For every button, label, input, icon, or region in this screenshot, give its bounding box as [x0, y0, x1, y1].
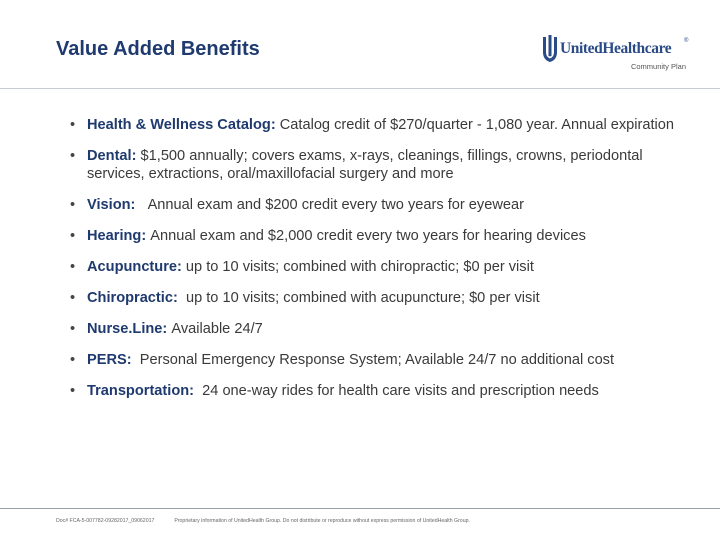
benefit-separator: : — [270, 117, 280, 133]
footer-doc-id: Doc# FCA-5-007782-09282017_09062017 — [56, 518, 155, 524]
bullet-icon: • — [70, 352, 76, 368]
footer-divider — [0, 508, 720, 509]
benefit-term: Acupuncture — [87, 259, 177, 275]
bullet-icon: • — [70, 148, 76, 164]
benefit-transportation — [70, 382, 690, 400]
bullet-icon: • — [70, 259, 76, 275]
benefit-acupuncture — [70, 258, 690, 276]
bullet-icon: • — [70, 290, 76, 306]
benefit-term: Health & Wellness Catalog — [87, 117, 271, 133]
benefit-vision — [70, 196, 690, 214]
benefit-term: Nurse.Line — [87, 321, 163, 337]
benefit-term: Transportation — [87, 383, 190, 399]
benefit-description: Personal Emergency Response System; Available 24/7 no additional cost — [139, 352, 615, 368]
benefit-separator: : — [130, 197, 148, 213]
benefit-separator: : — [172, 290, 186, 306]
uhc-shield-icon — [540, 34, 560, 64]
benefit-term: Vision — [87, 197, 131, 213]
page-title: Value Added Benefits — [56, 38, 260, 60]
benefit-description: Available 24/7 — [171, 321, 263, 337]
logo-trademark: ® — [684, 38, 689, 44]
benefit-term: Dental — [87, 148, 132, 164]
benefit-health-wellness — [70, 116, 690, 134]
benefit-description: up to 10 visits; combined with acupuncture; $0 per visit — [185, 290, 540, 306]
logo-subtitle: Community Plan — [630, 62, 686, 71]
benefit-term: Chiropractic — [87, 290, 173, 306]
bullet-icon: • — [70, 321, 76, 337]
benefit-separator: : — [141, 228, 151, 244]
benefit-term: PERS — [87, 352, 127, 368]
benefit-description: $1,500 annually; covers exams, x-rays, cleanings, fillings, crowns, periodontal services, extractions, oral/maxillofacial surgery and more — [87, 148, 643, 182]
benefit-separator: : — [126, 352, 140, 368]
benefit-term: Hearing — [87, 228, 142, 244]
benefit-separator: : — [189, 383, 203, 399]
bullet-icon: • — [70, 383, 76, 399]
benefit-description: 24 one-way rides for health care visits and prescription needs — [202, 383, 599, 399]
footer — [56, 518, 470, 524]
benefit-separator: : — [131, 148, 141, 164]
benefit-pers — [70, 351, 690, 369]
benefit-nurse-line — [70, 320, 690, 338]
benefit-chiropractic — [70, 289, 690, 307]
footer-notice: Proprietary information of UnitedHealth Group. Do not distribute or reproduce without express permission of UnitedHealth Group. — [174, 518, 470, 524]
bullet-icon: • — [70, 228, 76, 244]
benefit-hearing — [70, 227, 690, 245]
benefit-description: Annual exam and $2,000 credit every two years for hearing devices — [150, 228, 586, 244]
logo-brand-text: UnitedHealthcare — [560, 40, 672, 57]
benefit-separator: : — [162, 321, 172, 337]
benefit-description: Annual exam and $200 credit every two years for eyewear — [147, 197, 524, 213]
benefit-description: Catalog credit of $270/quarter - 1,080 year. Annual expiration — [279, 117, 675, 133]
benefit-separator: : — [177, 259, 186, 275]
unitedhealthcare-logo — [540, 34, 690, 74]
title-divider — [0, 88, 720, 89]
bullet-icon: • — [70, 117, 76, 133]
benefits-list — [70, 116, 690, 413]
bullet-icon: • — [70, 197, 76, 213]
benefit-description: up to 10 visits; combined with chiropractic; $0 per visit — [185, 259, 534, 275]
benefit-dental — [70, 147, 690, 183]
